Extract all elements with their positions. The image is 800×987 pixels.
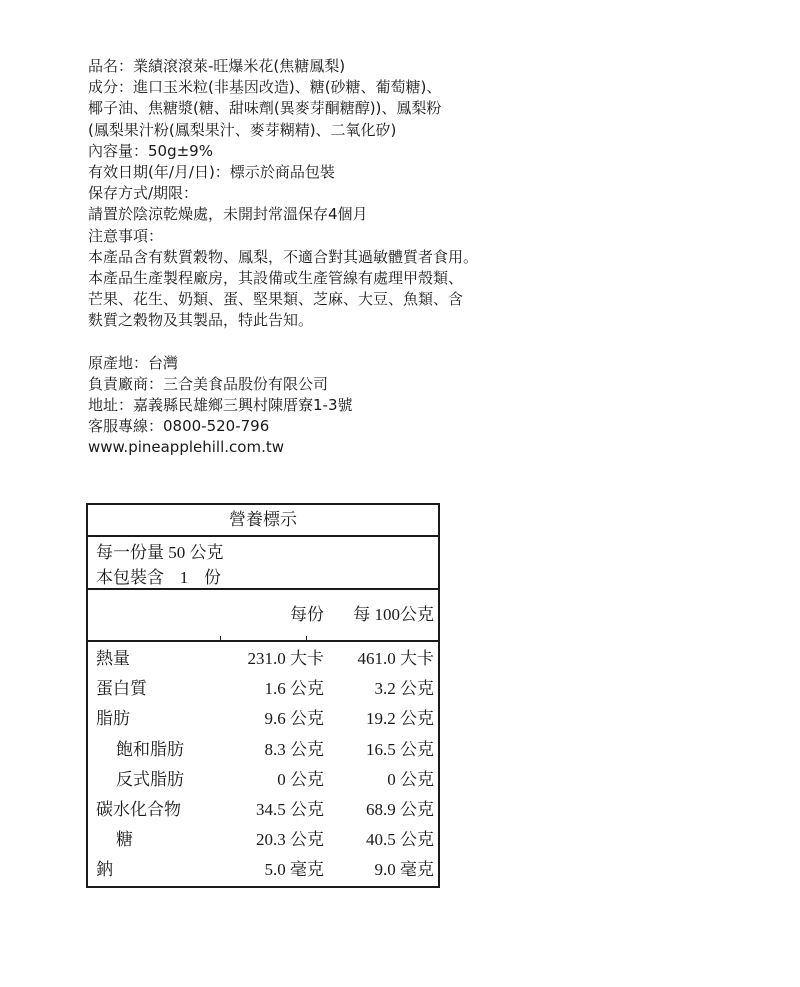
info-line: 芒果、花生、奶類、蛋、堅果類、芝麻、大豆、魚類、含 bbox=[88, 290, 464, 309]
info-line: (鳳梨果汁粉(鳳梨果汁、麥芽糊精)、二氧化矽) bbox=[88, 120, 397, 139]
nutrition-table bbox=[86, 503, 440, 888]
per-100g-value: 461.0 大卡 bbox=[357, 649, 434, 668]
info-line: 本產品含有麩質穀物、鳳梨，不適合對其過敏體質者食用。 bbox=[88, 247, 479, 266]
website-link[interactable]: www.pineapplehill.com.tw bbox=[88, 438, 284, 457]
info-line: 品名：業績滾滾萊-旺爆米花(焦糖鳳梨) bbox=[88, 57, 346, 75]
per-100g-value: 9.0 毫克 bbox=[374, 860, 434, 880]
per-serving-value: 20.3 公克 bbox=[256, 830, 324, 850]
serving-info bbox=[88, 537, 438, 590]
table-row bbox=[88, 674, 438, 704]
servings-count: 1 bbox=[179, 568, 189, 587]
per-serving-value: 34.5 公克 bbox=[256, 799, 324, 819]
table-row bbox=[88, 644, 438, 674]
divider bbox=[220, 636, 221, 642]
per-100g-value: 40.5 公克 bbox=[366, 830, 434, 850]
divider bbox=[306, 636, 307, 642]
info-line: 保存方式/期限： bbox=[88, 184, 199, 203]
nutrient-label: 糖 bbox=[116, 830, 133, 850]
info-line: 椰子油、焦糖漿(糖、甜味劑(異麥芽酮糖醇))、鳳梨粉 bbox=[88, 99, 442, 118]
spacer bbox=[88, 332, 478, 353]
address-line: 地址：嘉義縣民雄鄉三興村陳厝寮1-3號 bbox=[88, 396, 353, 415]
table-row bbox=[88, 825, 438, 855]
nutrient-label: 飽和脂肪 bbox=[116, 739, 184, 759]
nutrient-label: 碳水化合物 bbox=[96, 799, 181, 819]
per-100g-value: 68.9 公克 bbox=[366, 799, 434, 819]
table-row bbox=[88, 795, 438, 825]
info-line: 本產品生產製程廠房，其設備或生產管線有處理甲殼類、 bbox=[88, 269, 464, 288]
nutrient-label: 熱量 bbox=[96, 649, 130, 668]
nutrient-label: 蛋白質 bbox=[96, 679, 147, 699]
nutrition-title: 營養標示 bbox=[88, 505, 438, 537]
servings-prefix: 本包裝含 bbox=[96, 568, 164, 587]
table-row bbox=[88, 735, 438, 765]
serving-size: 每一份量 50 公克 bbox=[96, 543, 224, 562]
info-line: 有效日期(年/月/日)：標示於商品包裝 bbox=[88, 163, 335, 182]
info-line: 注意事項： bbox=[88, 226, 164, 245]
per-serving-value: 9.6 公克 bbox=[264, 709, 324, 729]
table-row bbox=[88, 704, 438, 734]
per-100g-value: 19.2 公克 bbox=[366, 709, 434, 729]
info-line: 麩質之穀物及其製品，特此告知。 bbox=[88, 311, 314, 330]
product-info bbox=[88, 56, 478, 459]
per-serving-value: 231.0 大卡 bbox=[247, 649, 324, 668]
per-serving-value: 1.6 公克 bbox=[264, 679, 324, 699]
col-per-serving: 每份 bbox=[290, 605, 324, 624]
per-serving-value: 0 公克 bbox=[277, 769, 324, 789]
nutrient-label: 鈉 bbox=[96, 860, 113, 880]
table-row bbox=[88, 765, 438, 795]
per-serving-value: 8.3 公克 bbox=[264, 739, 324, 759]
nutrient-label: 反式脂肪 bbox=[116, 769, 184, 789]
table-row bbox=[88, 855, 438, 885]
column-header bbox=[88, 590, 438, 642]
info-line: 請置於陰涼乾燥處，未開封常溫保存4個月 bbox=[88, 205, 368, 224]
info-line: 內容量：50g±9% bbox=[88, 141, 213, 160]
servings-per-package bbox=[96, 565, 438, 590]
per-100g-value: 3.2 公克 bbox=[374, 679, 434, 699]
nutrition-rows bbox=[88, 642, 438, 886]
nutrient-label: 脂肪 bbox=[96, 709, 130, 729]
per-100g-value: 0 公克 bbox=[387, 769, 434, 789]
per-serving-value: 5.0 毫克 bbox=[264, 860, 324, 880]
per-100g-value: 16.5 公克 bbox=[366, 739, 434, 759]
col-per-100g: 每 100公克 bbox=[353, 605, 434, 624]
origin-line: 原產地：台灣 bbox=[88, 353, 179, 372]
info-line: 成分：進口玉米粒(非基因改造)、糖(砂糖、葡萄糖)、 bbox=[88, 78, 442, 97]
hotline-line: 客服專線：0800-520-796 bbox=[88, 417, 270, 436]
manufacturer-line: 負責廠商：三合美食品股份有限公司 bbox=[88, 374, 329, 393]
servings-suffix: 份 bbox=[204, 568, 221, 587]
